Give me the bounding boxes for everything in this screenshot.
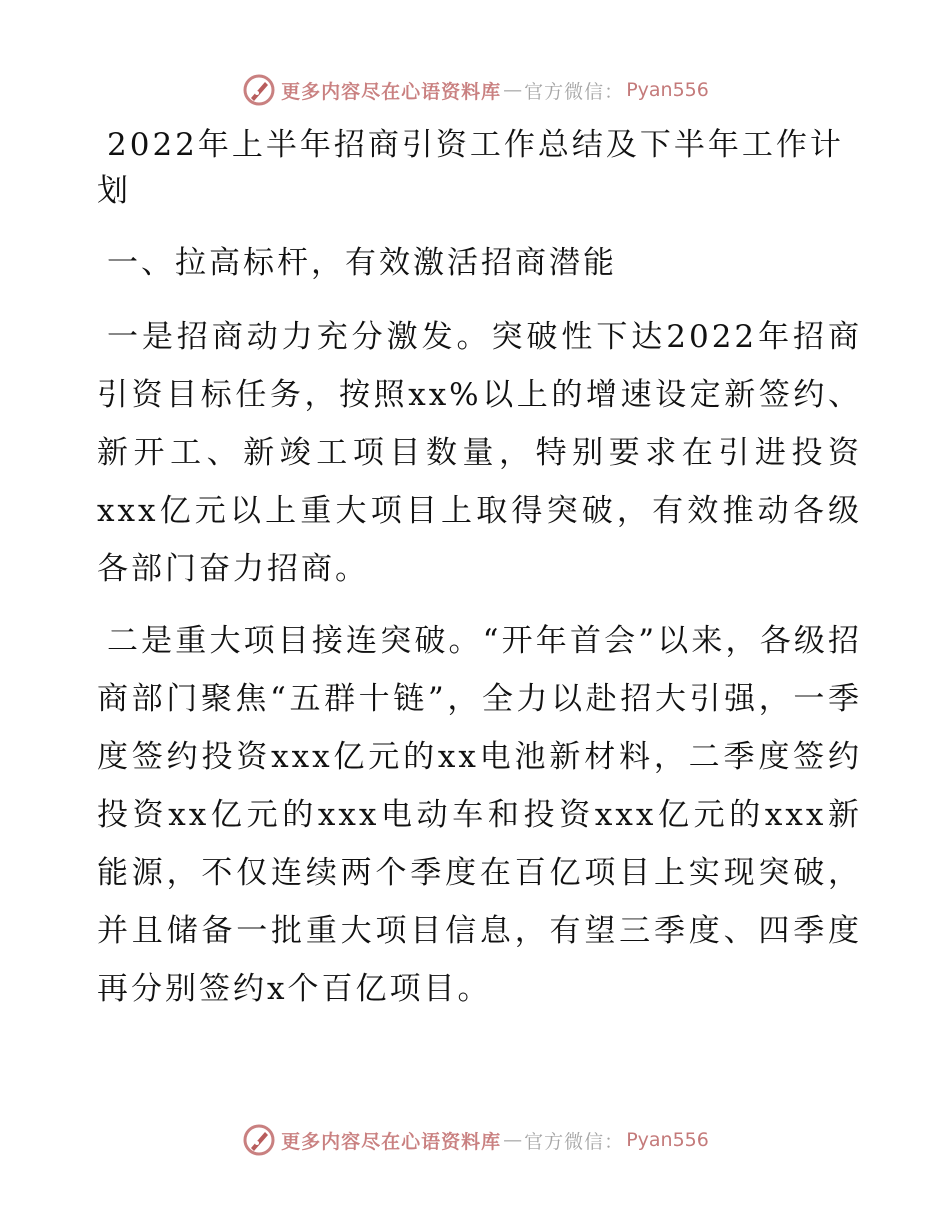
watermark-dash: — (503, 1129, 523, 1151)
watermark-brand: 更多内容尽在心语资料库 (281, 1130, 502, 1153)
watermark-brand: 更多内容尽在心语资料库 (281, 80, 502, 103)
pen-nib-circle-icon (241, 1122, 277, 1158)
footer-watermark (0, 1120, 950, 1160)
watermark-official-label: 官方微信： (524, 1130, 625, 1153)
pen-nib-circle-icon (241, 72, 277, 108)
watermark-wechat-id: Pyan556 (626, 79, 709, 101)
paragraph: 二是重大项目接连突破。“开年首会”以来，各级招商部门聚焦“五群十链”，全力以赴招大引强，一季度签约投资xxx亿元的xx电池新材料，二季度签约投资xx亿元的xxx电动车和投资xxx亿元的xxx新能源，不仅连续两个季度在百亿项目上实现突破，并且储备一批重大项目信息，有望三季度、四季度再分别签约x个百亿项目。 (97, 623, 862, 1007)
watermark-official-label: 官方微信： (524, 80, 625, 103)
section-heading: 一、拉高标杆，有效激活招商潜能 (107, 245, 617, 281)
document-body (97, 122, 862, 1032)
header-watermark (0, 70, 950, 110)
watermark-wechat-id: Pyan556 (626, 1129, 709, 1151)
document-title: 2022年上半年招商引资工作总结及下半年工作计划 (97, 127, 844, 209)
watermark-dash: — (503, 79, 523, 101)
paragraph: 一是招商动力充分激发。突破性下达2022年招商引资目标任务，按照xx%以上的增速设定新签约、新开工、新竣工项目数量，特别要求在引进投资xxx亿元以上重大项目上取得突破，有效推动各级各部门奋力招商。 (97, 319, 862, 587)
